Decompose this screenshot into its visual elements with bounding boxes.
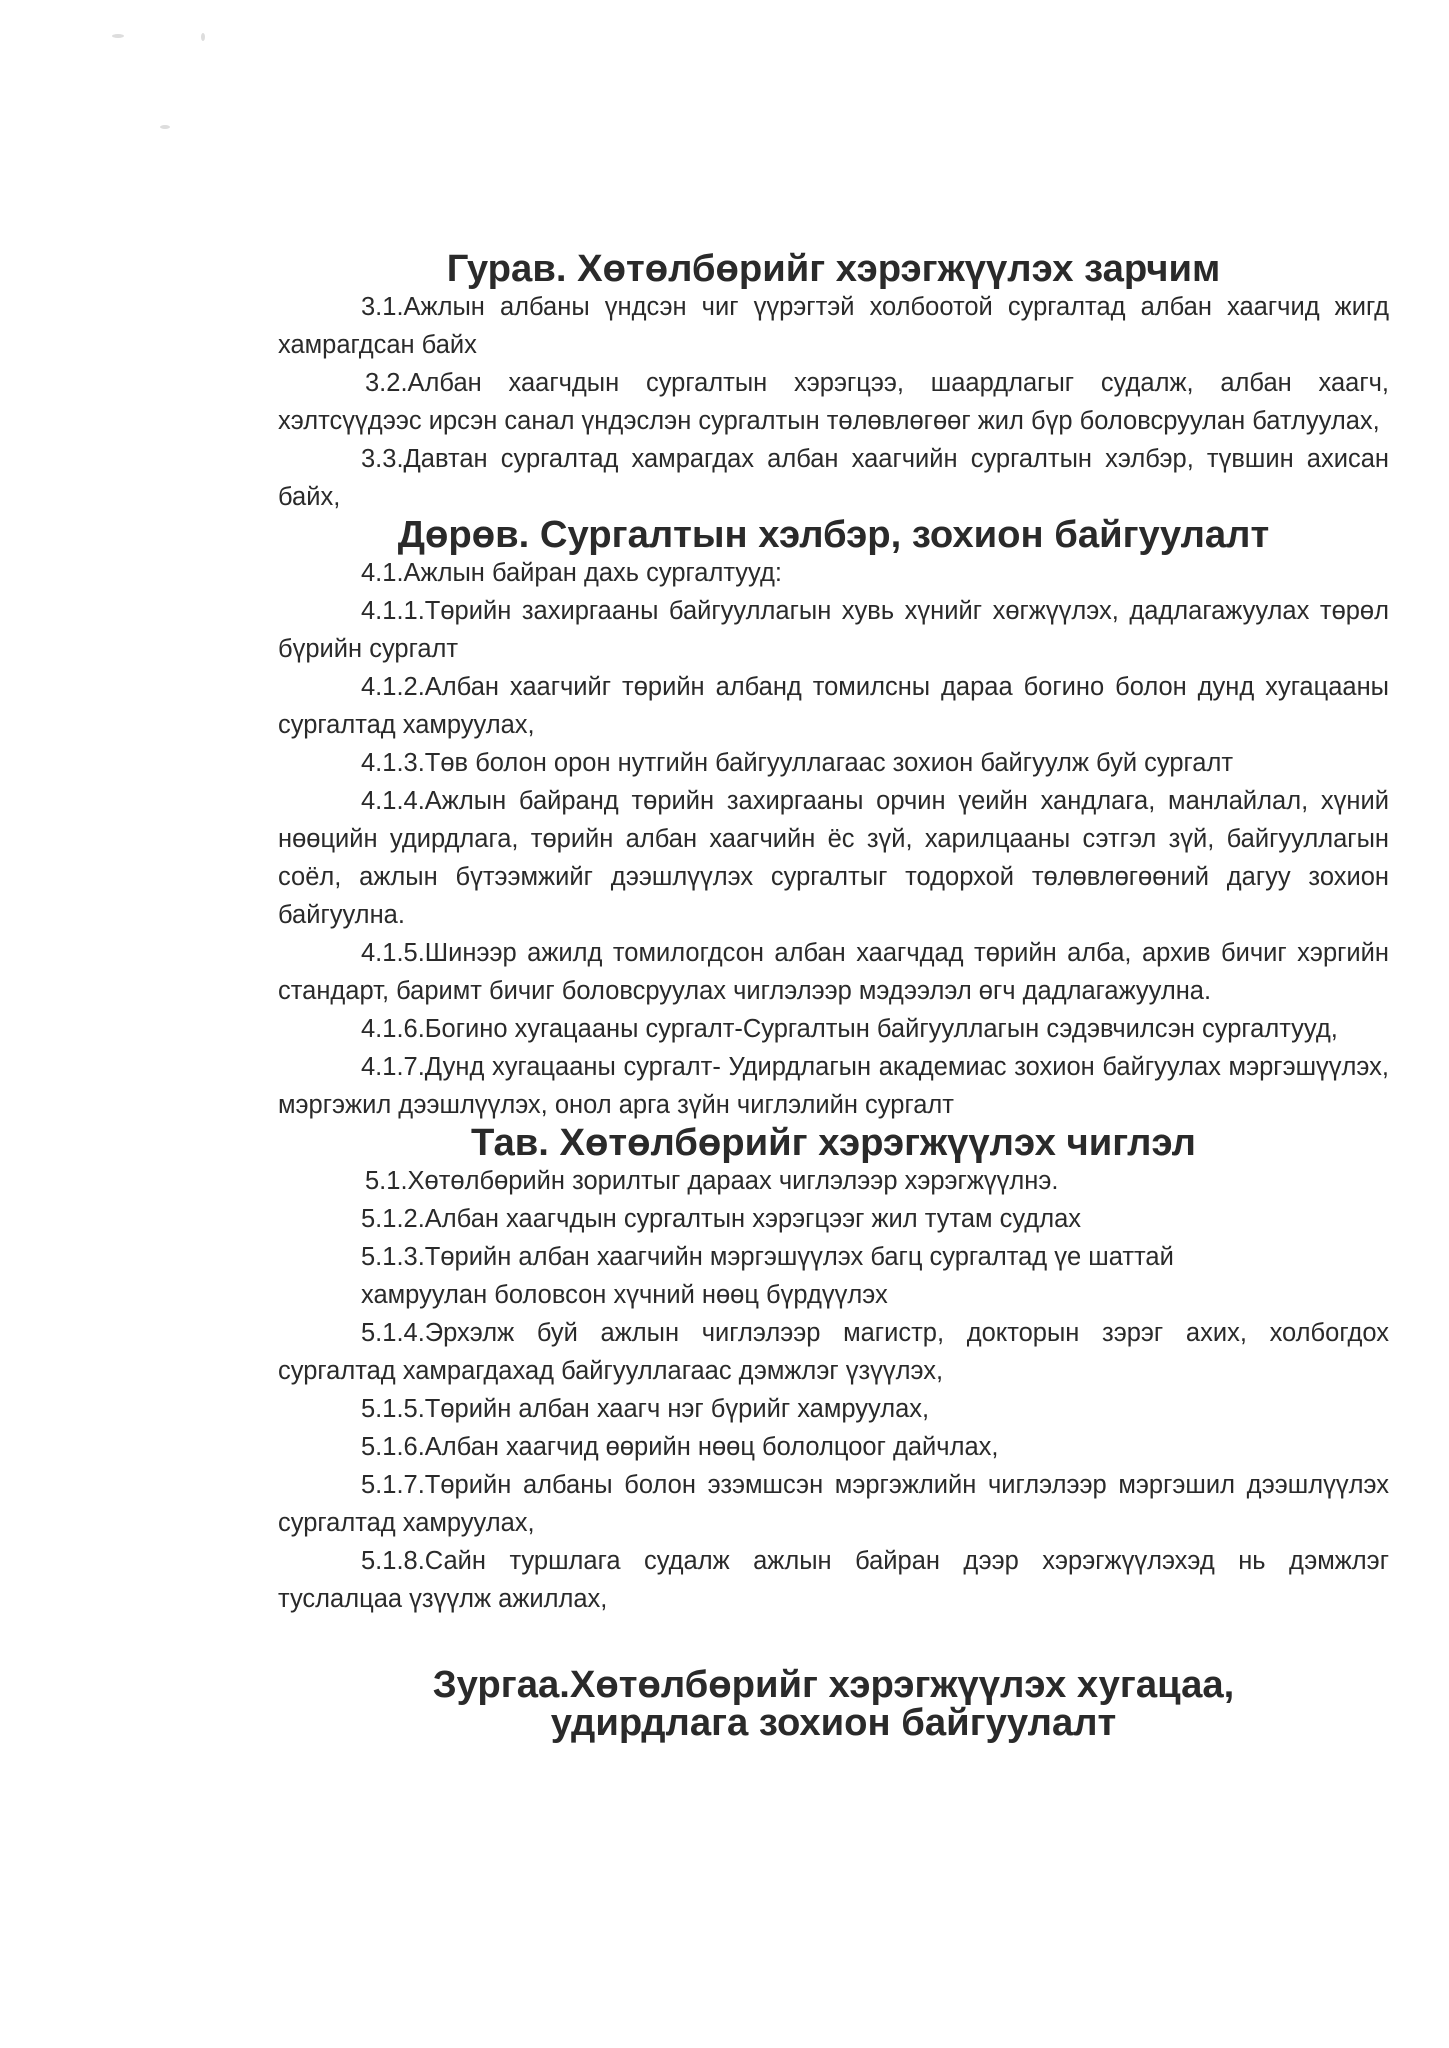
paragraph-4-1-1: 4.1.1.Төрийн захиргааны байгууллагын хувь хүнийг хөгжүүлэх, дадлагажуулах төрөл бүрийн сургалт [278,597,1389,663]
section-6-heading [278,1663,1389,1744]
section-4-heading: Дөрөв. Сургалтын хэлбэр, зохион байгуулалт [397,513,1270,556]
section-6-heading-line-1: Зургаа.Хөтөлбөрийг хэрэгжүүлэх хугацаа, [432,1663,1235,1706]
paragraph-5-1-2: 5.1.2.Албан хаагчдын сургалтын хэрэгцээг жил тутам судлах [361,1205,1082,1233]
paragraph-5-1-3: 5.1.3.Төрийн албан хаагчийн мэргэшүүлэх багц сургалтад үе шаттай хамруулан боловсон хүчний нөөц бүрдүүлэх [361,1243,1174,1309]
scan-speck [112,34,124,38]
paragraph-4-1-6: 4.1.6.Богино хугацааны сургалт-Сургалтын байгууллагын сэдэвчилсэн сургалтууд, [361,1015,1338,1043]
paragraph-4-1: 4.1.Ажлын байран дахь сургалтууд: [361,559,782,587]
scan-speck [201,33,205,41]
paragraph-4-1-3: 4.1.3.Төв болон орон нутгийн байгууллагаас зохион байгуулж буй сургалт [361,749,1234,777]
paragraph-3-2: 3.2.Албан хаагчдын сургалтын хэрэгцээ, шаардлагыг судалж, албан хаагч, хэлтсүүдээс ирсэн санал үндэслэн сургалтын төлөвлөгөөг жил бүр боловсруулан батлуулах, [278,369,1389,435]
paragraph-3-1: 3.1.Ажлын албаны үндсэн чиг үүрэгтэй холбоотой сургалтад албан хаагчид жигд хамрагдсан байх [278,293,1389,359]
document-page [278,247,1389,1744]
paragraph-5-1-7: 5.1.7.Төрийн албаны болон эзэмшсэн мэргэжлийн чиглэлээр мэргэшил дээшлүүлэх сургалтад хамруулах, [278,1471,1389,1537]
section-5-heading: Тав. Хөтөлбөрийг хэрэгжүүлэх чиглэл [471,1121,1196,1164]
paragraph-5-1-6: 5.1.6.Албан хаагчид өөрийн нөөц бололцоог дайчлах, [361,1433,999,1461]
section-3-heading: Гурав. Хөтөлбөрийг хэрэгжүүлэх зарчим [446,247,1221,290]
paragraph-5-1: 5.1.Хөтөлбөрийн зорилтыг дараах чиглэлээр хэрэгжүүлнэ. [365,1167,1059,1195]
paragraph-4-1-4: 4.1.4.Ажлын байранд төрийн захиргааны орчин үеийн хандлага, манлайлал, хүний нөөцийн удирдлага, төрийн албан хаагчийн ёс зүй, харилцааны сэтгэл зүй, байгууллагын соёл, ажлын бүтээмжийг дээшлүүлэх сургалтыг тодорхой төлөвлөгөөний дагуу зохион байгуулна. [278,787,1389,929]
section-6-heading-line-2: удирдлага зохион байгуулалт [550,1701,1117,1744]
paragraph-4-1-2: 4.1.2.Албан хаагчийг төрийн албанд томилсны дараа богино болон дунд хугацааны сургалтад хамруулах, [278,673,1389,739]
paragraph-3-3: 3.3.Давтан сургалтад хамрагдах албан хаагчийн сургалтын хэлбэр, түвшин ахисан байх, [278,445,1389,511]
paragraph-4-1-7: 4.1.7.Дунд хугацааны сургалт- Удирдлагын академиас зохион байгуулах мэргэшүүлэх, мэргэжил дээшлүүлэх, онол арга зүйн чиглэлийн сургалт [278,1053,1389,1119]
paragraph-5-1-8: 5.1.8.Сайн туршлага судалж ажлын байран дээр хэрэгжүүлэхэд нь дэмжлэг туслалцаа үзүүлж ажиллах, [278,1547,1389,1613]
paragraph-5-1-5: 5.1.5.Төрийн албан хаагч нэг бүрийг хамруулах, [361,1395,930,1423]
paragraph-4-1-5: 4.1.5.Шинээр ажилд томилогдсон албан хаагчдад төрийн алба, архив бичиг хэргийн стандарт, баримт бичиг боловсруулах чиглэлээр мэдээлэл өгч дадлагажуулна. [278,939,1389,1005]
scan-speck [160,125,170,129]
paragraph-5-1-4: 5.1.4.Эрхэлж буй ажлын чиглэлээр магистр, докторын зэрэг ахих, холбогдох сургалтад хамрагдахад байгууллагаас дэмжлэг үзүүлэх, [278,1319,1389,1385]
